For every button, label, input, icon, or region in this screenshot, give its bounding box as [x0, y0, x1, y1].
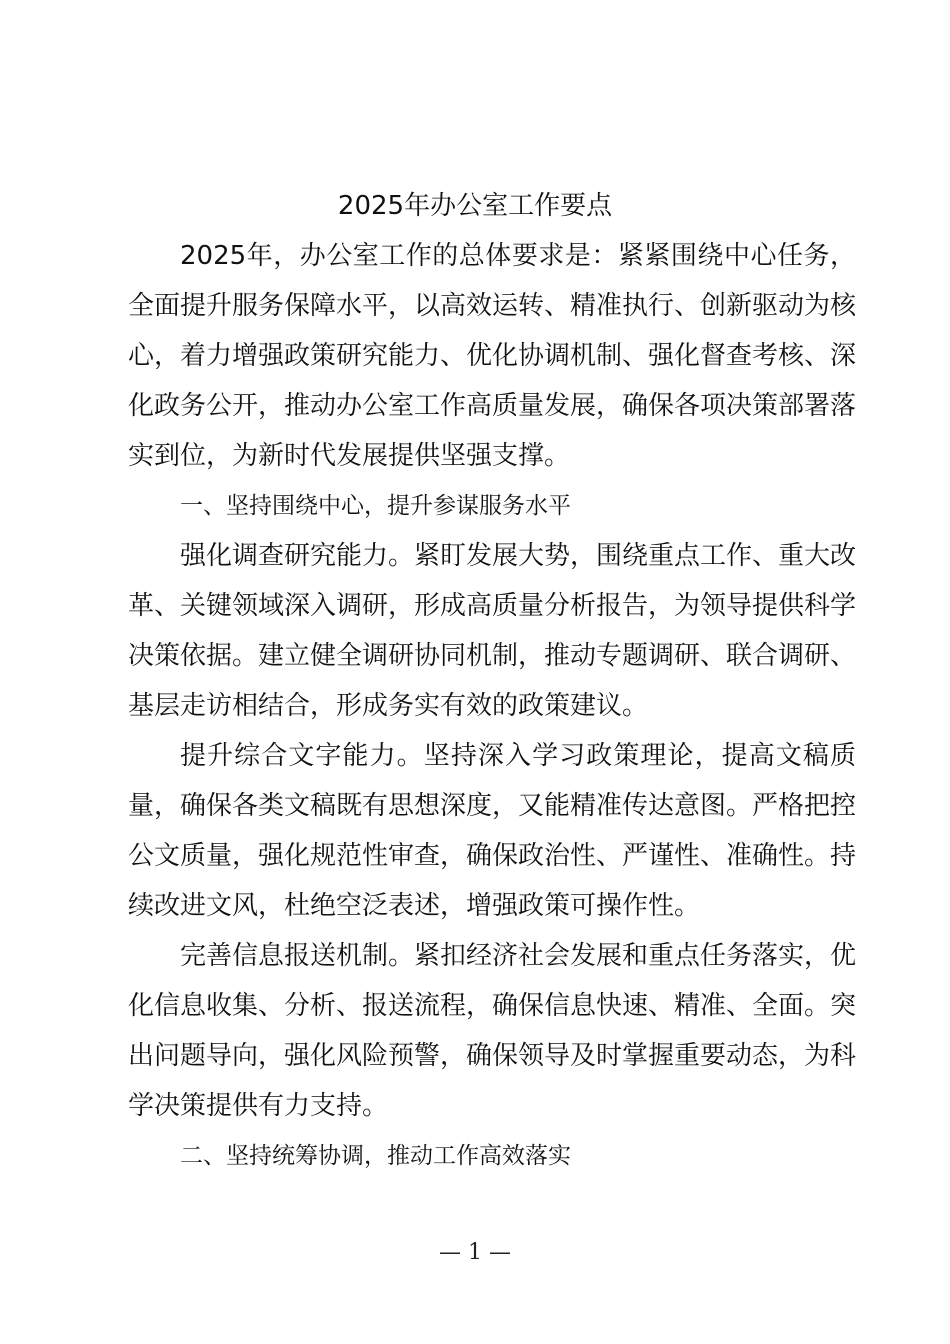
paragraph-research: 强化调查研究能力。紧盯发展大势，围绕重点工作、重大改革、关键领域深入调研，形成高质量分析报告，为领导提供科学决策依据。建立健全调研协同机制，推动专题调研、联合调研、基层走访相结合，形成务实有效的政策建议。	[128, 541, 857, 721]
paragraph-writing: 提升综合文字能力。坚持深入学习政策理论，提高文稿质量，确保各类文稿既有思想深度，又能精准传达意图。严格把控公文质量，强化规范性审查，确保政治性、严谨性、准确性。持续改进文风，杜绝空泛表述，增强政策可操作性。	[128, 741, 857, 921]
document-title: 2025年办公室工作要点	[337, 191, 613, 221]
page-number: — 1 —	[439, 1240, 511, 1265]
document-body	[128, 231, 856, 1181]
paragraph-information: 完善信息报送机制。紧扣经济社会发展和重点任务落实，优化信息收集、分析、报送流程，确保信息快速、精准、全面。突出问题导向，强化风险预警，确保领导及时掌握重要动态，为科学决策提供有力支持。	[128, 941, 857, 1121]
section-heading-1: 一、坚持围绕中心，提升参谋服务水平	[180, 493, 571, 519]
intro-paragraph: 2025年，办公室工作的总体要求是：紧紧围绕中心任务，全面提升服务保障水平，以高效运转、精准执行、创新驱动为核心，着力增强政策研究能力、优化协调机制、强化督查考核、深化政务公开，推动办公室工作高质量发展，确保各项决策部署落实到位，为新时代发展提供坚强支撑。	[128, 241, 857, 471]
section-heading-2: 二、坚持统筹协调，推动工作高效落实	[180, 1143, 571, 1169]
